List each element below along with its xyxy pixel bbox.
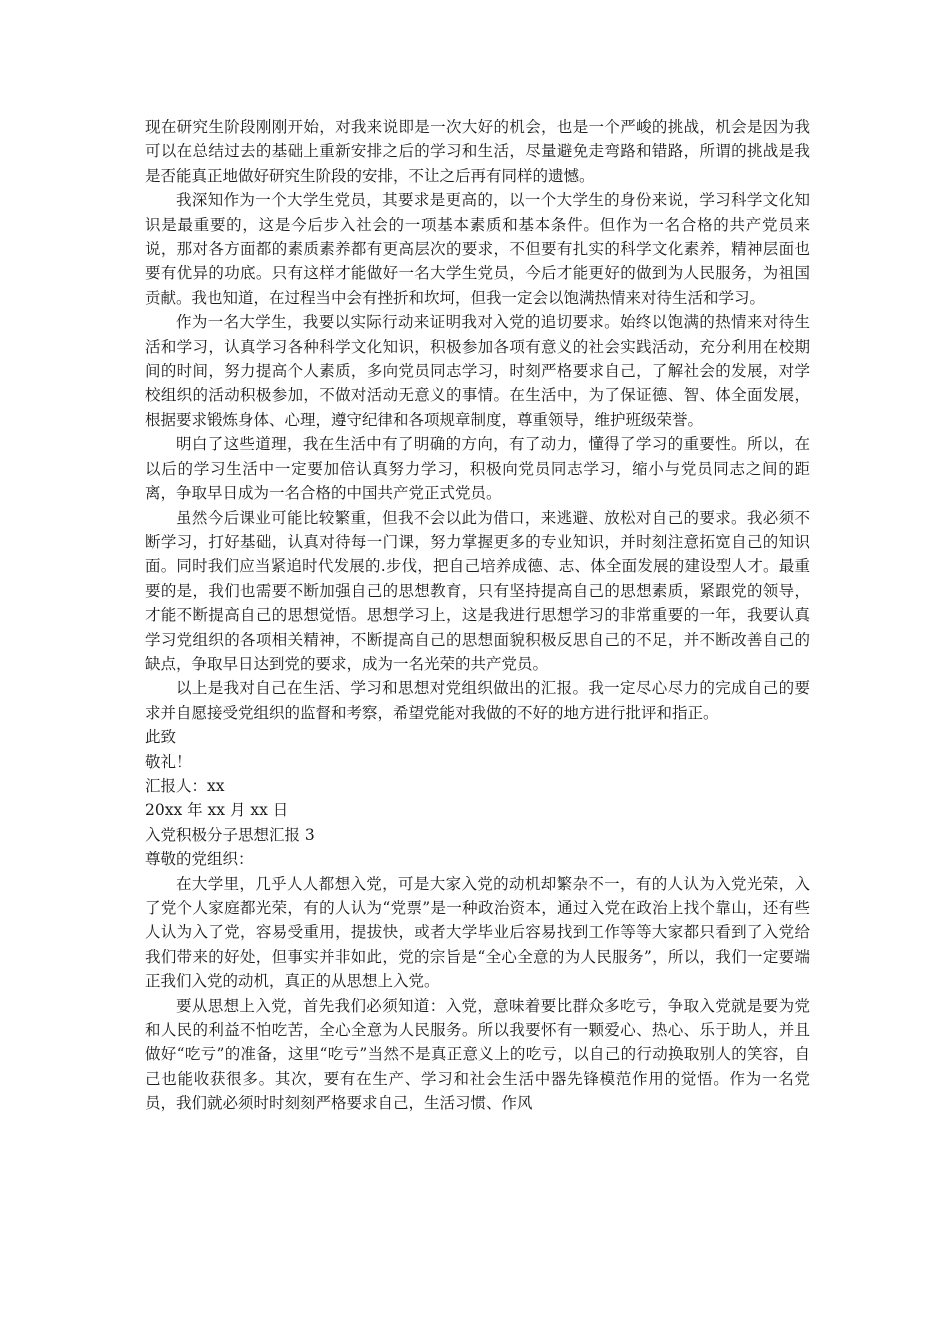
paragraph-2: 我深知作为一个大学生党员，其要求是更高的，以一个大学生的身份来说，学习科学文化知识是最重要的，这是今后步入社会的一项基本素质和基本条件。但作为一名合格的共产党员来说，那对各方面都的素质素养都有更高层次的要求，不但要有扎实的科学文化素养，精神层面也要有优异的功底。只有这样才能做好一名大学生党员，今后才能更好的做到为人民服务，为祖国贡献。我也知道，在过程当中会有挫折和坎坷，但我一定会以饱满热情来对待生活和学习。 — [145, 191, 810, 307]
paragraph-6: 以上是我对自己在生活、学习和思想对党组织做出的汇报。我一定尽心尽力的完成自己的要求并自愿接受党组织的监督和考察，希望党能对我做的不好的地方进行批评和指正。 — [145, 679, 810, 722]
closing-text: 此致 — [145, 728, 177, 747]
greeting-text: 尊敬的党组织： — [145, 850, 254, 869]
paragraph-5: 虽然今后课业可能比较繁重，但我不会以此为借口，来逃避、放松对自己的要求。我必须不断学习，打好基础，认真对待每一门课，努力掌握更多的专业知识，并时刻注意拓宽自己的知识面。同时我们应当紧追时代发展的.步伐，把自己培养成德、志、体全面发展的建设型人才。最重要的是，我们也需要不断加强自己的思想教育，只有坚持提高自己的思想素质，紧跟党的领导，才能不断提高自己的思想觉悟。思想学习上，这是我进行思想学习的非常重要的一年，我要认真学习党组织的各项相关精神，不断提高自己的思想面貌积极反思自己的不足，并不断改善自己的缺点，争取早日达到党的要求，成为一名光荣的共产党员。 — [145, 508, 810, 673]
report-date: 20xx 年 xx 月 xx 日 — [145, 801, 289, 820]
paragraph-4: 明白了这些道理，我在生活中有了明确的方向，有了动力，懂得了学习的重要性。所以，在以后的学习生活中一定要加倍认真努力学习，积极向党员同志学习，缩小与党员同志之间的距离，争取早日成为一名合格的中国共产党正式党员。 — [145, 435, 810, 503]
section-title: 入党积极分子思想汇报 3 — [145, 825, 315, 844]
paragraph-8: 要从思想上入党，首先我们必须知道：入党，意味着要比群众多吃亏，争取入党就是要为党和人民的利益不怕吃苦，全心全意为人民服务。所以我要怀有一颗爱心、热心、乐于助人，并且做好“吃亏”的准备，这里“吃亏”当然不是真正意义上的吃亏，以自己的行动换取别人的笑容，自己也能收获很多。其次，要有在生产、学习和社会生活中器先锋模范作用的觉悟。作为一名党员，我们就必须时时刻刻严格要求自己，生活习惯、作风 — [145, 996, 810, 1113]
paragraph-1: 现在研究生阶段刚刚开始，对我来说即是一次大好的机会，也是一个严峻的挑战，机会是因为我可以在总结过去的基础上重新安排之后的学习和生活，尽量避免走弯路和错路，所谓的挑战是我是否能真正地做好研究生阶段的安排，不让之后再有同样的遗憾。 — [145, 118, 810, 185]
salute-text: 敬礼！ — [145, 752, 192, 771]
document-body — [145, 115, 810, 1116]
paragraph-7: 在大学里，几乎人人都想入党，可是大家入党的动机却繁杂不一，有的人认为入党光荣，入了党个人家庭都光荣，有的人认为“党票”是一种政治资本，通过入党在政治上找个靠山，还有些人认为入了党，容易受重用，提拔快，或者大学毕业后容易找到工作等等大家都只看到了入党给我们带来的好处，但事实并非如此，党的宗旨是“全心全意的为人民服务”，所以，我们一定要端正我们入党的动机，真正的从思想上入党。 — [145, 874, 810, 991]
paragraph-3: 作为一名大学生，我要以实际行动来证明我对入党的追切要求。始终以饱满的热情来对待生活和学习，认真学习各种科学文化知识，积极参加各项有意义的社会实践活动，充分利用在校期间的时间，努力提高个人素质，多向党员同志学习，时刻严格要求自己，了解社会的发展，对学校组织的活动积极参加，不做对活动无意义的事情。在生活中，为了保证德、智、体全面发展，根据要求锻炼身体、心理，遵守纪律和各项规章制度，尊重领导，维护班级荣誉。 — [145, 313, 810, 429]
reporter-name: 汇报人：xx — [145, 776, 225, 795]
